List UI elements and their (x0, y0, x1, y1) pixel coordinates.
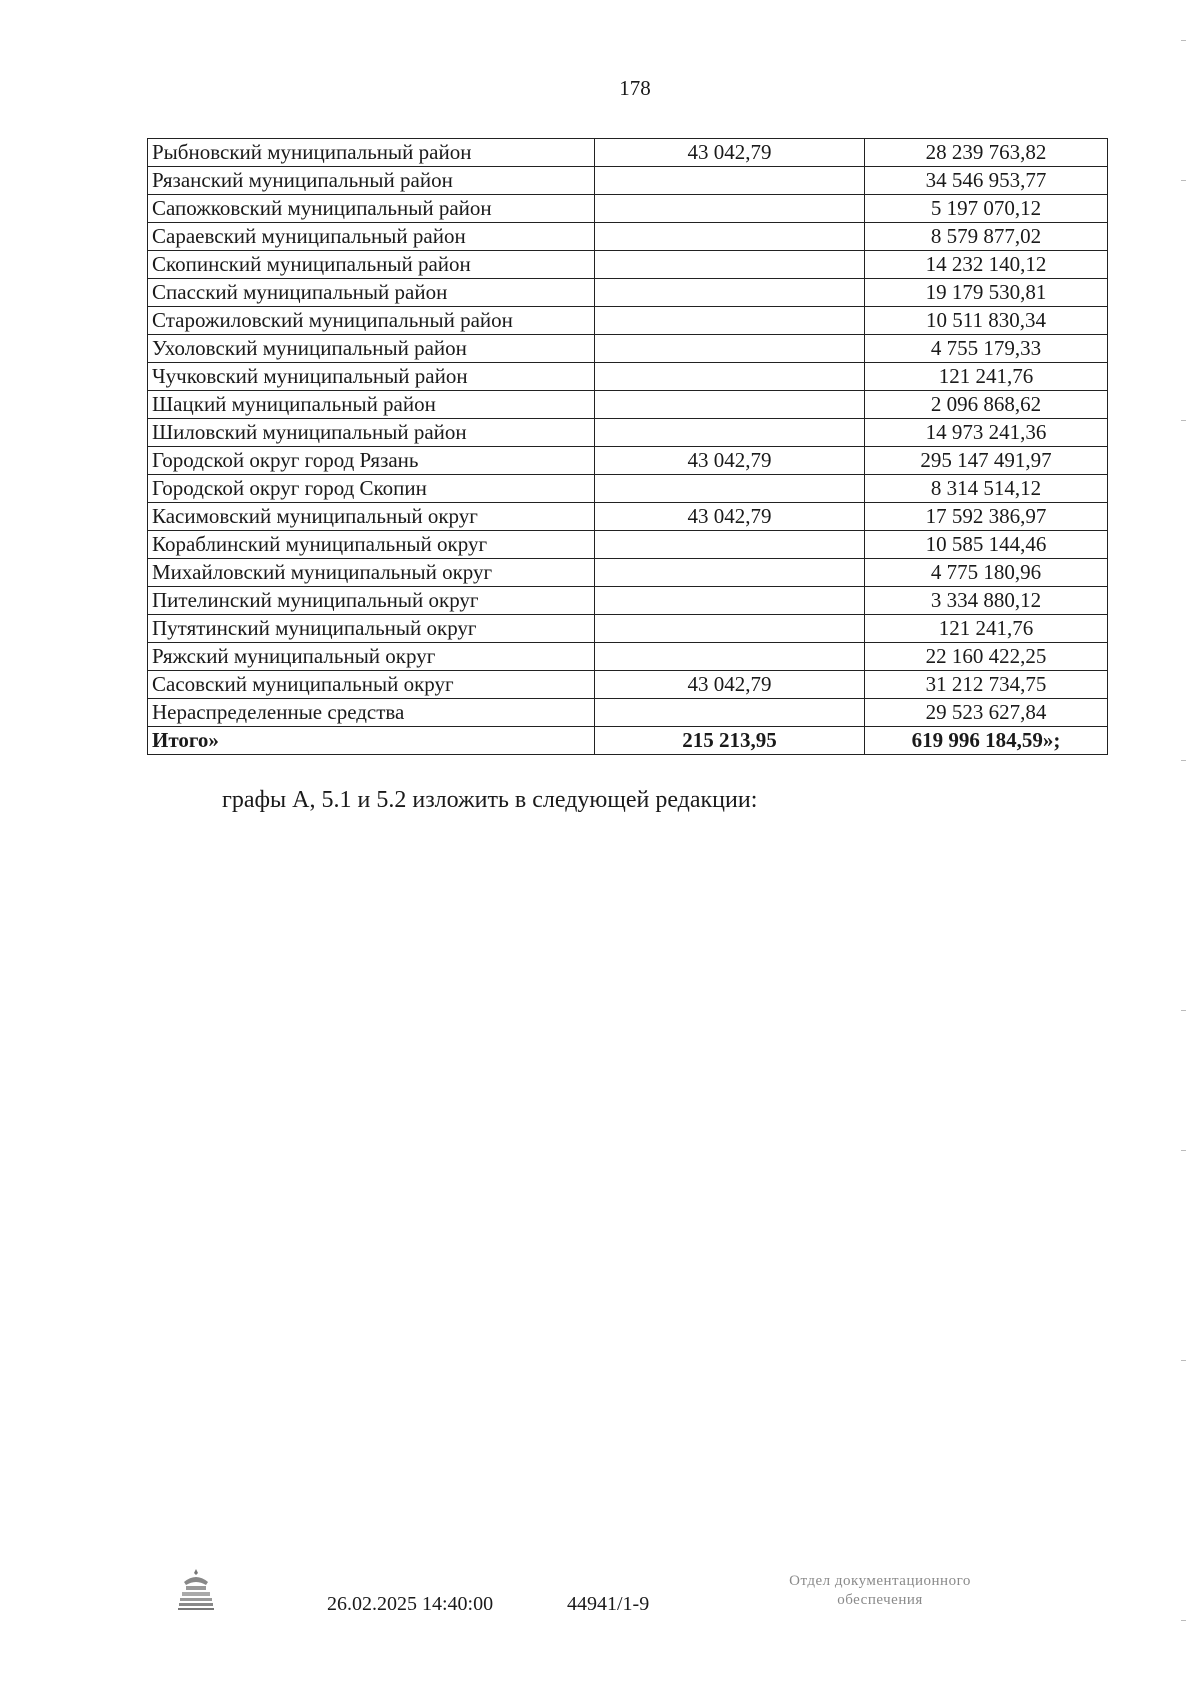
row-value-a-cell (595, 419, 865, 447)
row-name-cell: Рязанский муниципальный район (148, 167, 595, 195)
row-name-cell: Нераспределенные средства (148, 699, 595, 727)
row-value-b-cell: 17 592 386,97 (865, 503, 1108, 531)
table-row (148, 279, 1108, 307)
table-row (148, 167, 1108, 195)
row-value-a-cell: 43 042,79 (595, 503, 865, 531)
row-value-a-cell: 215 213,95 (595, 727, 865, 755)
row-value-b-cell: 5 197 070,12 (865, 195, 1108, 223)
row-name-cell: Ухоловский муниципальный район (148, 335, 595, 363)
table-row (148, 363, 1108, 391)
row-value-b-cell: 4 755 179,33 (865, 335, 1108, 363)
footer-doc-code: 44941/1-9 (567, 1593, 650, 1615)
instruction-text: графы А, 5.1 и 5.2 изложить в следующей редакции: (222, 787, 758, 813)
row-name-cell: Скопинский муниципальный район (148, 251, 595, 279)
table-total-row (148, 727, 1108, 755)
row-name-cell: Михайловский муниципальный округ (148, 559, 595, 587)
table-row (148, 587, 1108, 615)
row-value-b-cell: 10 511 830,34 (865, 307, 1108, 335)
row-value-b-cell: 3 334 880,12 (865, 587, 1108, 615)
row-value-a-cell (595, 279, 865, 307)
row-name-cell: Спасский муниципальный район (148, 279, 595, 307)
coat-of-arms-icon (176, 1566, 216, 1612)
row-value-b-cell: 14 232 140,12 (865, 251, 1108, 279)
row-value-a-cell (595, 699, 865, 727)
row-value-b-cell: 29 523 627,84 (865, 699, 1108, 727)
page-number: 178 (619, 76, 651, 100)
row-value-b-cell: 22 160 422,25 (865, 643, 1108, 671)
stamp-line-2: обеспечения (837, 1592, 923, 1608)
row-value-b-cell: 10 585 144,46 (865, 531, 1108, 559)
department-stamp (735, 1572, 1025, 1610)
row-name-cell: Кораблинский муниципальный округ (148, 531, 595, 559)
row-name-cell: Сасовский муниципальный округ (148, 671, 595, 699)
row-value-b-cell: 28 239 763,82 (865, 139, 1108, 167)
row-value-b-cell: 295 147 491,97 (865, 447, 1108, 475)
row-name-cell: Сапожковский муниципальный район (148, 195, 595, 223)
row-name-cell: Шиловский муниципальный район (148, 419, 595, 447)
row-name-cell: Рыбновский муниципальный район (148, 139, 595, 167)
row-value-a-cell (595, 643, 865, 671)
row-value-b-cell: 619 996 184,59»; (865, 727, 1108, 755)
row-value-a-cell: 43 042,79 (595, 139, 865, 167)
row-name-cell: Чучковский муниципальный район (148, 363, 595, 391)
table-row (148, 699, 1108, 727)
row-value-b-cell: 34 546 953,77 (865, 167, 1108, 195)
table-row (148, 643, 1108, 671)
row-value-a-cell (595, 167, 865, 195)
table-row (148, 503, 1108, 531)
table-row (148, 335, 1108, 363)
row-name-cell: Пителинский муниципальный округ (148, 587, 595, 615)
row-value-a-cell (595, 223, 865, 251)
row-value-b-cell: 121 241,76 (865, 615, 1108, 643)
row-value-b-cell: 121 241,76 (865, 363, 1108, 391)
row-name-cell: Ряжский муниципальный округ (148, 643, 595, 671)
row-value-b-cell: 14 973 241,36 (865, 419, 1108, 447)
table-row (148, 615, 1108, 643)
table-row (148, 251, 1108, 279)
row-name-cell: Шацкий муниципальный район (148, 391, 595, 419)
row-value-b-cell: 4 775 180,96 (865, 559, 1108, 587)
row-value-a-cell (595, 587, 865, 615)
row-value-a-cell (595, 363, 865, 391)
footer-datetime: 26.02.2025 14:40:00 (327, 1593, 494, 1615)
row-value-b-cell: 2 096 868,62 (865, 391, 1108, 419)
row-value-b-cell: 19 179 530,81 (865, 279, 1108, 307)
table-row (148, 447, 1108, 475)
row-name-cell: Старожиловский муниципальный район (148, 307, 595, 335)
table-row (148, 307, 1108, 335)
row-value-b-cell: 8 314 514,12 (865, 475, 1108, 503)
scan-margin-marks (1180, 0, 1186, 1695)
table-row (148, 195, 1108, 223)
row-value-a-cell: 43 042,79 (595, 447, 865, 475)
row-name-cell: Городской округ город Скопин (148, 475, 595, 503)
row-value-a-cell (595, 475, 865, 503)
table-row (148, 671, 1108, 699)
row-value-a-cell (595, 615, 865, 643)
table-row (148, 475, 1108, 503)
row-name-cell: Касимовский муниципальный округ (148, 503, 595, 531)
row-name-cell: Итого» (148, 727, 595, 755)
table-row (148, 419, 1108, 447)
row-value-a-cell (595, 251, 865, 279)
table-row (148, 559, 1108, 587)
row-name-cell: Путятинский муниципальный округ (148, 615, 595, 643)
table-row (148, 139, 1108, 167)
table-row (148, 531, 1108, 559)
row-value-b-cell: 31 212 734,75 (865, 671, 1108, 699)
budget-table-body (148, 139, 1108, 755)
table-row (148, 223, 1108, 251)
budget-table (147, 138, 1108, 755)
row-value-a-cell (595, 307, 865, 335)
row-name-cell: Сараевский муниципальный район (148, 223, 595, 251)
row-value-a-cell: 43 042,79 (595, 671, 865, 699)
row-name-cell: Городской округ город Рязань (148, 447, 595, 475)
row-value-a-cell (595, 195, 865, 223)
stamp-line-1: Отдел документационного (789, 1573, 971, 1589)
row-value-a-cell (595, 559, 865, 587)
row-value-a-cell (595, 335, 865, 363)
table-row (148, 391, 1108, 419)
row-value-b-cell: 8 579 877,02 (865, 223, 1108, 251)
row-value-a-cell (595, 531, 865, 559)
row-value-a-cell (595, 391, 865, 419)
